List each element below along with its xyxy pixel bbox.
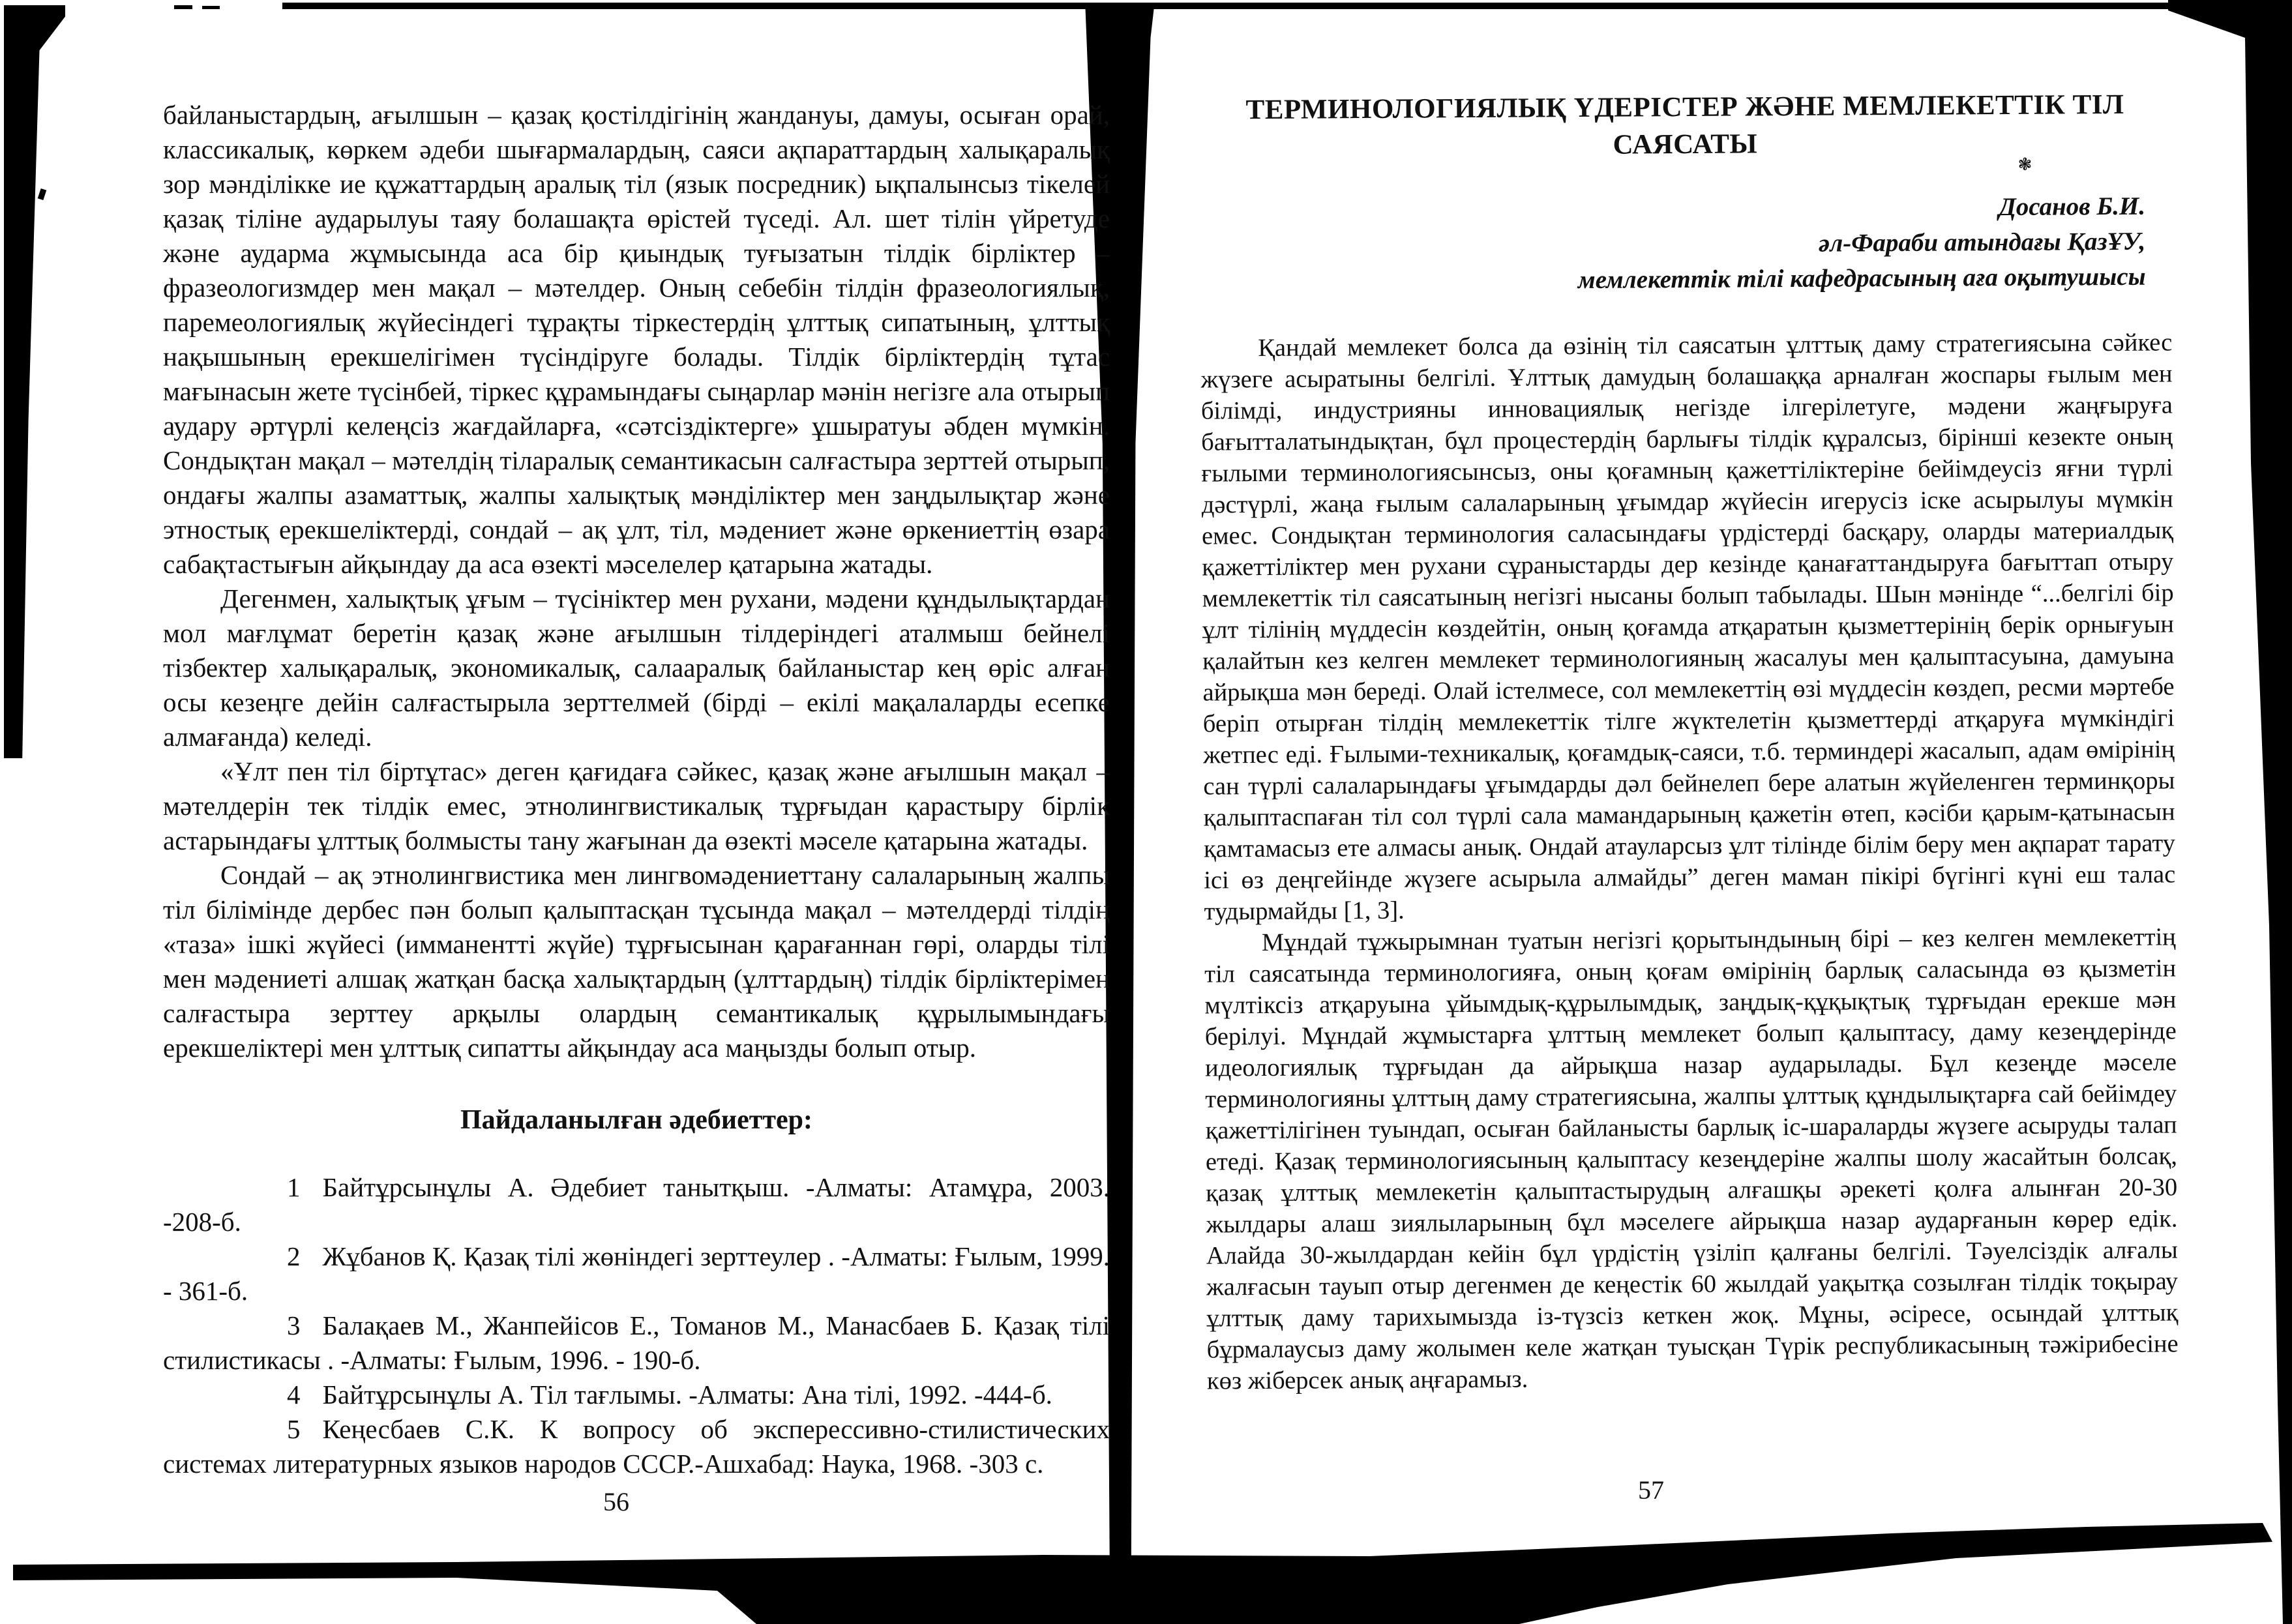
author-block bbox=[1200, 188, 2172, 300]
reference-number: 2 bbox=[287, 1241, 301, 1271]
paragraph: байланыстардың, ағылшын – қазақ қостілдігінің жандануы, дамуы, осыған орай, классикалық, көркем әдеби шығармалардың, саяси ақпараттардың халықаралық зор мәнділікке ие құжаттардың аралық тіл (язык посредник) ықпалынсыз тікелей қазақ тіліне аударылуы таяу болашақта өрістей түседі. Ал. шет тілін үйретуде және аударма жұмысында аса бір қиындық туғызатын тілдік бірліктер – фразеологизмдер мен мақал – мәтелдер. Оның себебін тілдін фразеологиялық, паремеологиялық жүйесіндегі тұрақты тіркестердің ұлттық сипатының, ұлттық нақышының ерекшелігімен түсіндіруге болады. Тілдік бірліктердің тұтас мағынасын жете түсінбей, тіркес құрамындағы сыңарлар мәнін негізге ала отырып аудару әртүрлі келеңсіз жағдайларға, «сәтсіздіктерге» ұшыратуы әбден мүмкін. Сондықтан мақал – мәтелдің тіларалық семантикасын салғастыра зерттей отырып, ондағы жалпы азаматтық, жалпы халықтық мәнділіктер мен заңдылықтар және этностық ерекшеліктерді, сондай – ақ ұлт, тіл, мәдениет және өркениеттің өзара сабақтастығын айқындау да аса өзекті мәселелер қатарына жатады. bbox=[163, 100, 1110, 579]
reference-number: 1 bbox=[287, 1172, 301, 1202]
paragraph: Мұндай тұжырымнан туатын негізгі қорытындының бірі – кез келген мемлекеттің тіл саясатында терминологияға, оның қоғам өмірінің барлық саласында өз қызметін мүлтіксіз атқаруына ұйымдық-құрылымдық, заңдық-құқықтық тұрғыдан ерекше мән берілуі. Мұндай жұмыстарға ұлттың мемлекет болып қалыптасу, даму кезеңдерінде идеологиялық тұрғыдан да айрықша назар аударылады. Бұл кезеңде мәселе терминологияны ұлттың даму стратегиясына, жалпы ұлттық құндылықтарға сай бейімдеу қажеттілігінен туындап, осыған байланысты барлық іс-шараларды жүзеге асыруды талап етеді. Қазақ терминологиясының қалыптасу кезеңдеріне жалпы шолу жасайтын болсақ, қазақ ұлттық мемлекетін қалыптастырудың алғашқы әрекеті қолға алынған 20-30 жылдары алаш зиялыларының бұл мәселеге айрықша назар аударғанын көрер едік. Алайда 30-жылдардан кейін бұл үрдістің үзіліп қалғаны белгілі. Тәуелсіздік алғалы жалғасын тауып отыр дегенмен де кеңестік 60 жылдай уақытқа созылған тілдік тоқырау ұлттық даму тарихымызда із-түзсіз кеткен жоқ. Мұны, әсіресе, осындай ұлттық бұрмалаусыз даму жолымен келе жатқан туысқан Түрік республикасының тәжірибесіне көз жіберсек анық аңғарамыз. bbox=[1204, 923, 2179, 1395]
paragraph: Дегенмен, халықтық ұғым – түсініктер мен рухани, мәдени құндылықтардан мол мағлұмат беретін қазақ және ағылшын тілдеріндегі аталмыш бейнелі тізбектер халықаралық, экономикалық, салааралық байланыстар кең өріс алған осы кезеңге дейін салғастырыла зерттелмей (бірді – екілі мақалаларды есепке алмағанда) келеді. bbox=[163, 583, 1110, 752]
author-name: Досанов Б.И. bbox=[1998, 192, 2146, 222]
right-page-body bbox=[1200, 327, 2179, 1396]
page-number-left: 56 bbox=[603, 1487, 629, 1516]
scan-edge-bottom-band bbox=[0, 1493, 2292, 1624]
reference-item bbox=[163, 1308, 1110, 1378]
article-title-line: ТЕРМИНОЛОГИЯЛЫҚ ҮДЕРІСТЕР ЖӘНЕ МЕМЛЕКЕТТІК ТІЛ bbox=[1245, 89, 2124, 126]
reference-item bbox=[163, 1239, 1110, 1308]
reference-item bbox=[163, 1412, 1110, 1481]
references-heading: Пайдаланылған әдебиеттер: bbox=[460, 1105, 812, 1135]
reference-text: Байтұрсынұлы А. Тіл тағлымы. -Алматы: Ана тілі, 1992. -444-б. bbox=[322, 1380, 1052, 1410]
author-position: мемлекеттік тілі кафедрасының аға оқытушысы bbox=[1577, 262, 2146, 295]
references-list bbox=[163, 1170, 1110, 1481]
left-page bbox=[163, 98, 1110, 1481]
ink-mark: ❃ bbox=[2017, 155, 2032, 174]
reference-number: 4 bbox=[287, 1380, 301, 1410]
left-page-body bbox=[163, 98, 1110, 1065]
page-number-right: 57 bbox=[1638, 1475, 1664, 1505]
scan-edge-right-band bbox=[2168, 0, 2292, 1624]
reference-item bbox=[163, 1170, 1110, 1239]
scan-edge-top-line bbox=[282, 3, 2246, 9]
reference-text: Байтұрсынұлы А. Әдебиет танытқыш. -Алматы: Атамұра, 2003. -208-б. bbox=[163, 1172, 1110, 1237]
author-affiliation: әл-Фараби атындағы ҚазҰУ, bbox=[1818, 227, 2146, 258]
reference-number: 5 bbox=[287, 1414, 301, 1444]
paragraph: «Ұлт пен тіл біртұтас» деген қағидаға сәйкес, қазақ және ағылшын мақал – мәтелдерін тек тілдік емес, этнолингвистикалық тұрғыдан қарастыру бірлік астарындағы ұлттық болмысты тану жағынан да өзекті мәселе қатарына жатады. bbox=[163, 756, 1110, 855]
reference-number: 3 bbox=[287, 1310, 301, 1340]
scan-edge-left-bar bbox=[4, 5, 65, 758]
paragraph: Сондай – ақ этнолингвистика мен лингвомәдениеттану салаларының жалпы тіл білімінде дербес пән болып қалыптасқан тұсында мақал – мәтелдерді тілдің «таза» ішкі жүйесі (имманентті жүйе) тұрғысынан қарағаннан гөрі, оларды тілі мен мәдениеті алшақ жатқан басқа халықтардың (ұлттардың) тілдік бірліктерімен салғастыра зерттеу арқылы олардың семантикалық құрылымындағы ерекшеліктері мен ұлттық сипатты айқындау аса маңызды болып отыр. bbox=[163, 860, 1110, 1063]
scan-edge-top-dash bbox=[202, 6, 220, 9]
scan-edge-top-dash bbox=[174, 5, 192, 9]
reference-text: Жұбанов Қ. Қазақ тілі жөніндегі зерттеулер . -Алматы: Ғылым, 1999. - 361-б. bbox=[163, 1241, 1110, 1306]
margin-ink-tick bbox=[38, 188, 47, 200]
reference-text: Балақаев М., Жанпейісов Е., Томанов М., Манасбаев Б. Қазақ тілі стилистикасы . -Алматы: Ғылым, 1996. - 190-б. bbox=[163, 1310, 1110, 1375]
reference-item bbox=[163, 1378, 1110, 1412]
reference-text: Кеңесбаев С.К. К вопросу об эксперессивно-стилистических системах литературных языков народов СССР.-Ашхабад: Наука, 1968. -303 с. bbox=[163, 1414, 1110, 1479]
paragraph: Қандай мемлекет болса да өзінің тіл саясатын ұлттық даму стратегиясына сәйкес жүзеге асыратыны белгілі. Ұлттық дамудың болашаққа арналған жоспары ғылым мен білімді, индустрияны инновациялық негізде ілгерілетуге, мәдени жаңғыруға бағытталатындықтан, бұл процестердің барлығы тілдік құралсыз, бірінші кезекте оның ғылыми терминологиясынсыз, оны қоғамның қажеттіліктеріне бейімдеусіз яғни түрлі дәстүрлі, жаңа ғылым салаларының ұғымдар жүйесін игерусіз іске асырылуы мүмкін емес. Сондықтан терминология саласындағы үрдістерді басқару, оларды материалдық қажеттіліктер мен рухани сұраныстарды дер кезінде қанағаттандыруға бағыттап отыру мемлекеттік тіл саясатының негізгі нысаны болып табылады. Шын мәнінде “...белгілі бір ұлт тілінің мүддесін көздейтін, оның қоғамда атқаратын қызметтерінің берік орнығуын қалайтын кез келген мемлекет терминологияның жасалуы мен қалыптасуына, дамуына айрықша мән береді. Олай істелмесе, сол мемлекеттің өзі мүддесін көздеп, ресми мәртебе беріп отырған тілдің мемлекеттік тілге жүктелетін қызметтерді атқаруға мүмкіндігі жетпес еді. Ғылыми-техникалық, қоғамдық-саяси, т.б. терминдері жасалып, адам өмірінің сан түрлі салаларындағы ұғымдарды дәл бейнелеп бере алатын жүйеленген терминқоры қалыптаспаған тіл сол түрлі сала мамандарының қажетін өтеп, кәсіби қарым-қатынасын қамтамасыз ете алмасы анық. Ондай атауларсыз ұлт тілінде білім беру мен ақпарат тарату ісі өз деңгейінде жүзеге асырыла алмайды” деген маман пікірі бүгінгі күні еш талас тудырмайды [1, 3]. bbox=[1200, 329, 2176, 926]
right-page bbox=[1199, 85, 2179, 1396]
article-title-line: САЯСАТЫ bbox=[1613, 128, 1758, 160]
